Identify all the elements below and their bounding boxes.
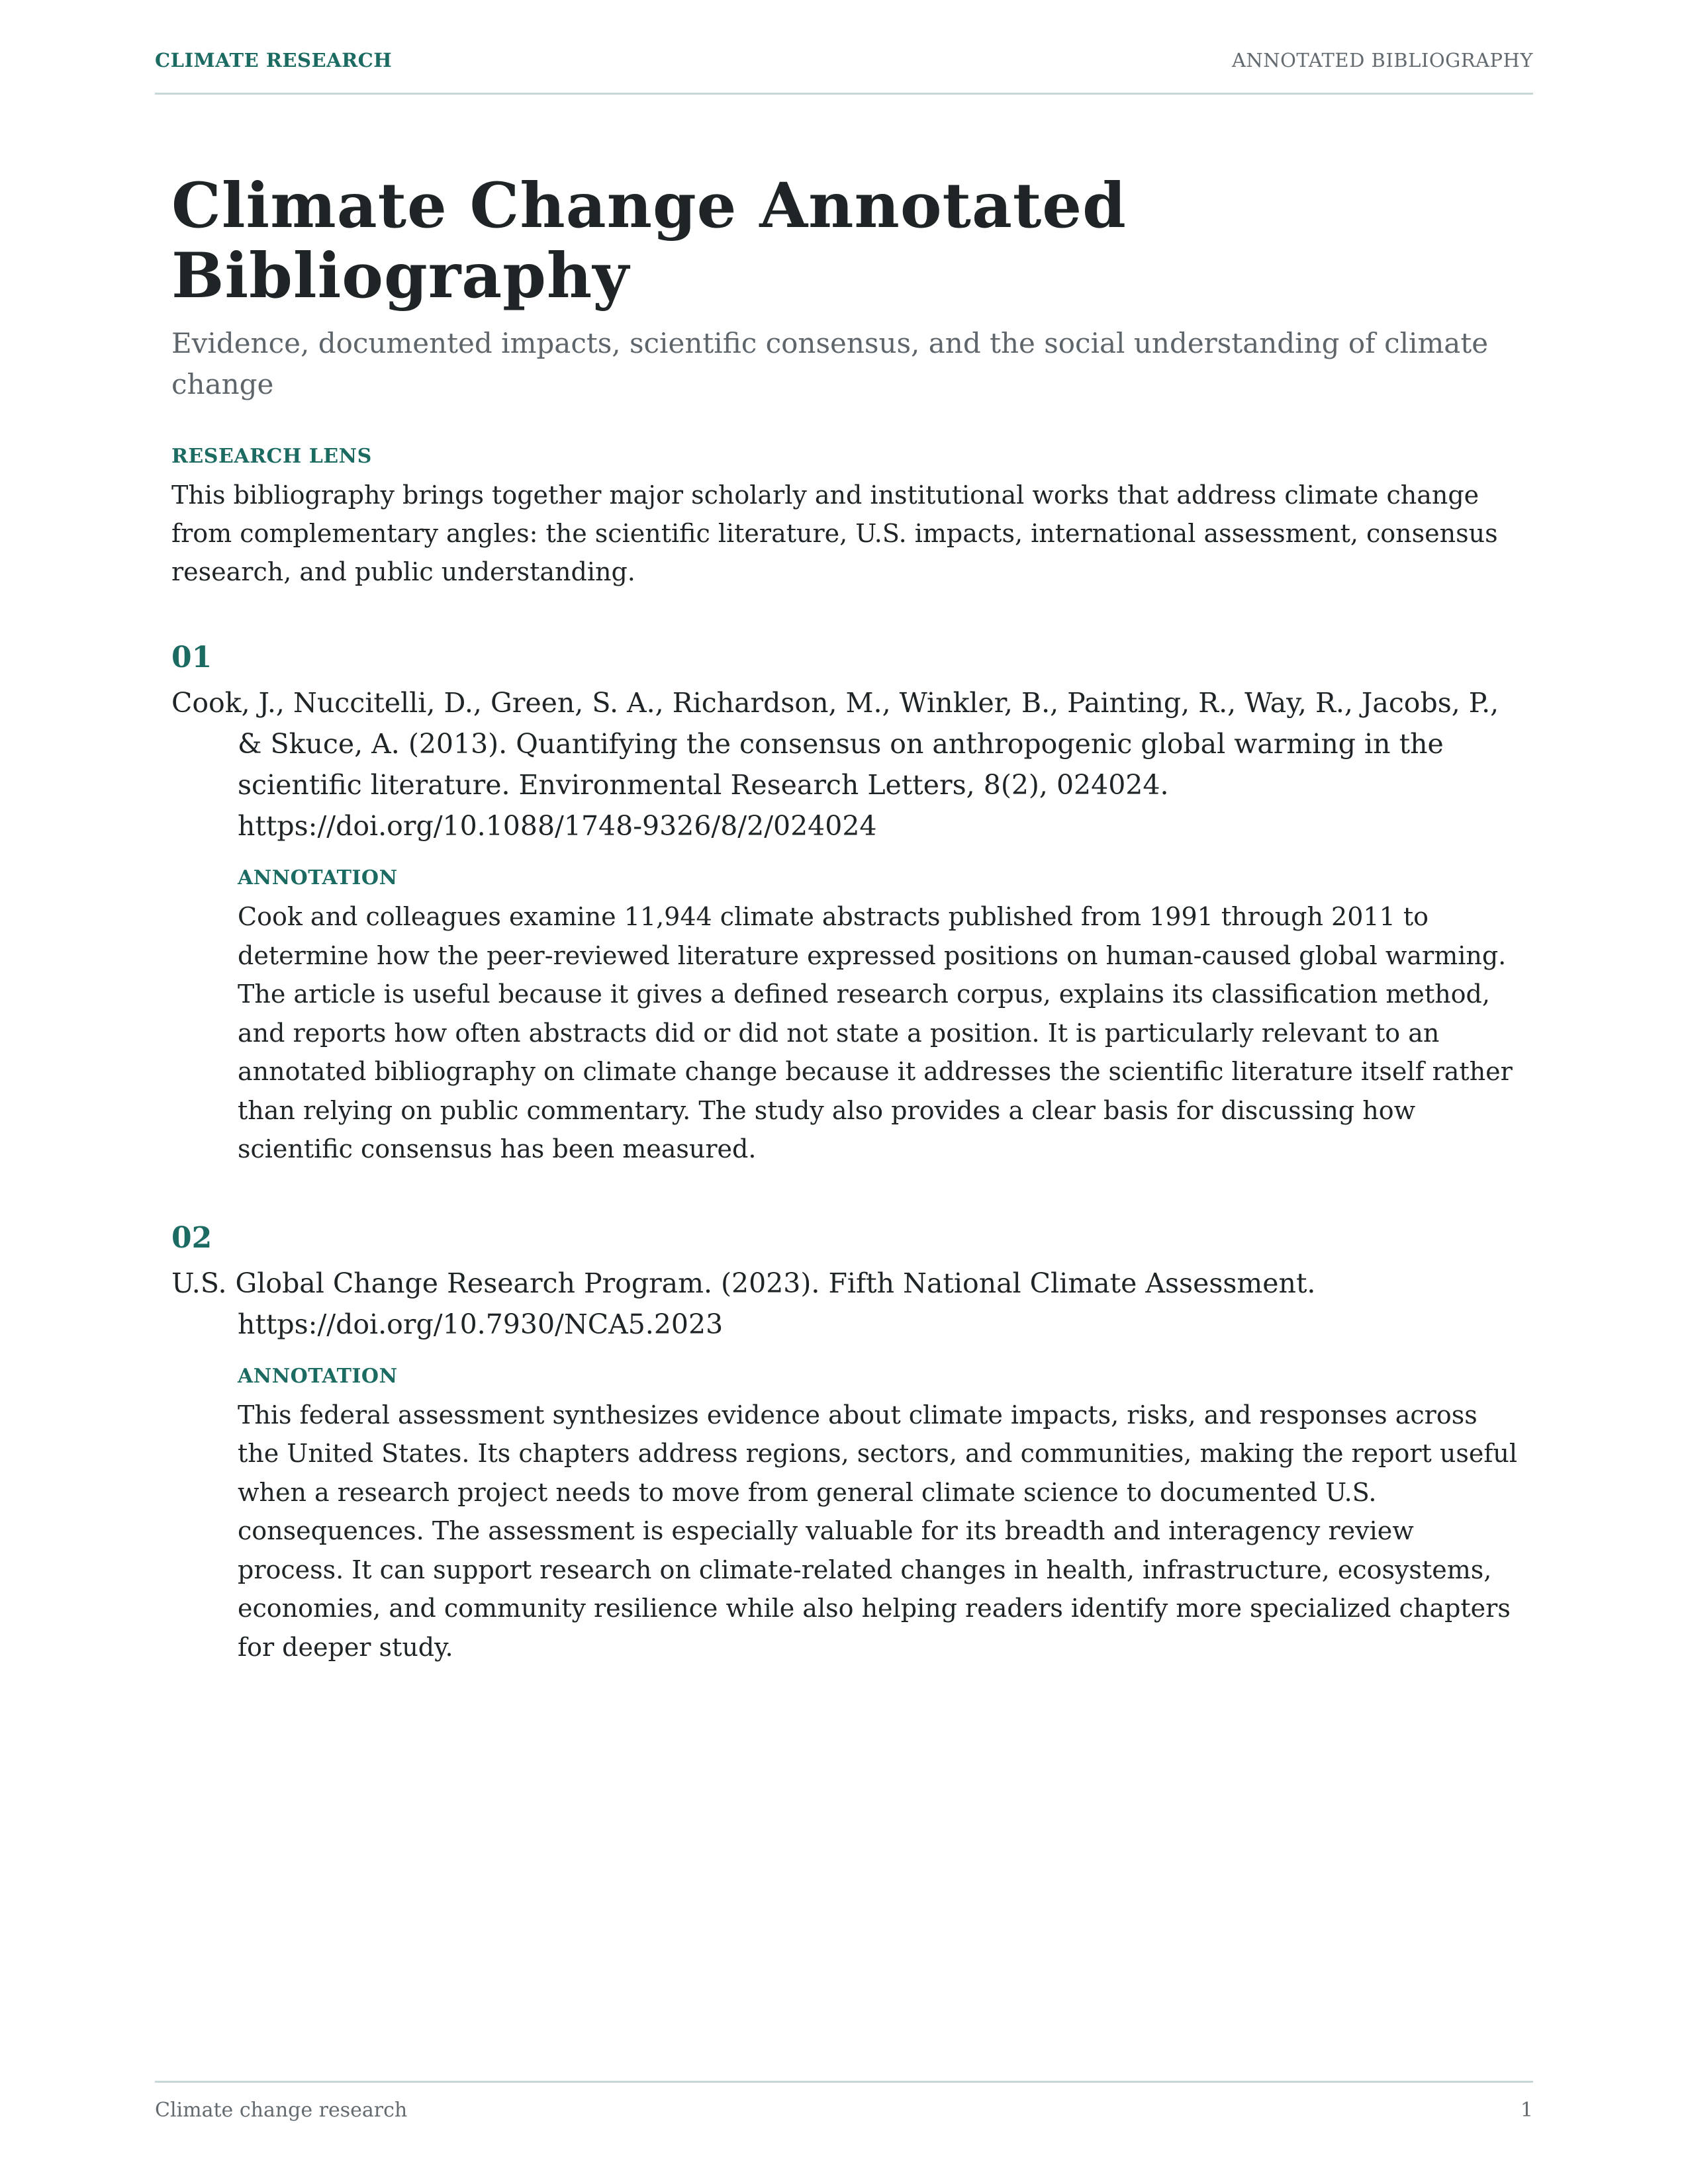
entry-citation: Cook, J., Nuccitelli, D., Green, S. A., Richardson, M., Winkler, B., Painting, R., Way, R., Jacobs, P., & Skuce, A. (2013). Quantifying the consensus on anthropogenic global warming in the scientific literature. Environmental Research Letters, 8(2), 024024. https://doi.org/10.1088/1748-9326/8/2/024024 bbox=[171, 687, 1499, 842]
document-subtitle: Evidence, documented impacts, scientific consensus, and the social understanding of climate change bbox=[171, 327, 1489, 400]
entry-number: 02 bbox=[171, 1220, 212, 1255]
bibliography-entry bbox=[171, 639, 1528, 1169]
document-title: Climate Change Annotated Bibliography bbox=[171, 169, 1127, 312]
footer-label: Climate change research bbox=[155, 2099, 408, 2122]
header-section-label: ANNOTATED BIBLIOGRAPHY bbox=[1231, 49, 1533, 71]
entry-citation: U.S. Global Change Research Program. (2023). Fifth National Climate Assessment. https://doi.org/10.7930/NCA5.2023 bbox=[171, 1267, 1316, 1340]
entry-number: 01 bbox=[171, 641, 212, 674]
header-journal-label: CLIMATE RESEARCH bbox=[155, 49, 393, 71]
research-lens-label: RESEARCH LENS bbox=[171, 445, 372, 468]
entry-annotation bbox=[238, 866, 1522, 1169]
page-number: 1 bbox=[1520, 2099, 1533, 2122]
running-footer bbox=[155, 2081, 1533, 2122]
annotation-text: Cook and colleagues examine 11,944 climate abstracts published from 1991 through 2011 to determine how the peer-reviewed literature expressed positions on human-caused global warming. The article is useful because it gives a defined research corpus, explains its classification method, and reports how often abstracts did or did not state a position. It is particularly relevant to an annotated bibliography on climate change because it addresses the scientific literature itself rather than relying on public commentary. The study also provides a clear basis for discussing how scientific consensus has been measured. bbox=[238, 902, 1513, 1163]
annotation-label: ANNOTATION bbox=[238, 1364, 398, 1388]
document-body bbox=[171, 171, 1528, 1666]
bibliography-entry bbox=[171, 1219, 1528, 1667]
entry-annotation bbox=[238, 1365, 1522, 1667]
annotation-label: ANNOTATION bbox=[238, 866, 398, 889]
running-header bbox=[155, 48, 1533, 95]
annotation-text: This federal assessment synthesizes evidence about climate impacts, risks, and responses across the United States. Its chapters address regions, sectors, and communities, making the report useful when a research project needs to move from general climate science to documented U.S. consequences. The assessment is especially valuable for its breadth and interagency review process. It can support research on climate-related changes in health, infrastructure, ecosystems, economies, and community resilience while also helping readers identify more specialized chapters for deeper study. bbox=[238, 1400, 1518, 1662]
research-lens-text: This bibliography brings together major scholarly and institutional works that address climate change from complementary angles: the scientific literature, U.S. impacts, international assessment, consensus research, and public understanding. bbox=[171, 480, 1498, 586]
